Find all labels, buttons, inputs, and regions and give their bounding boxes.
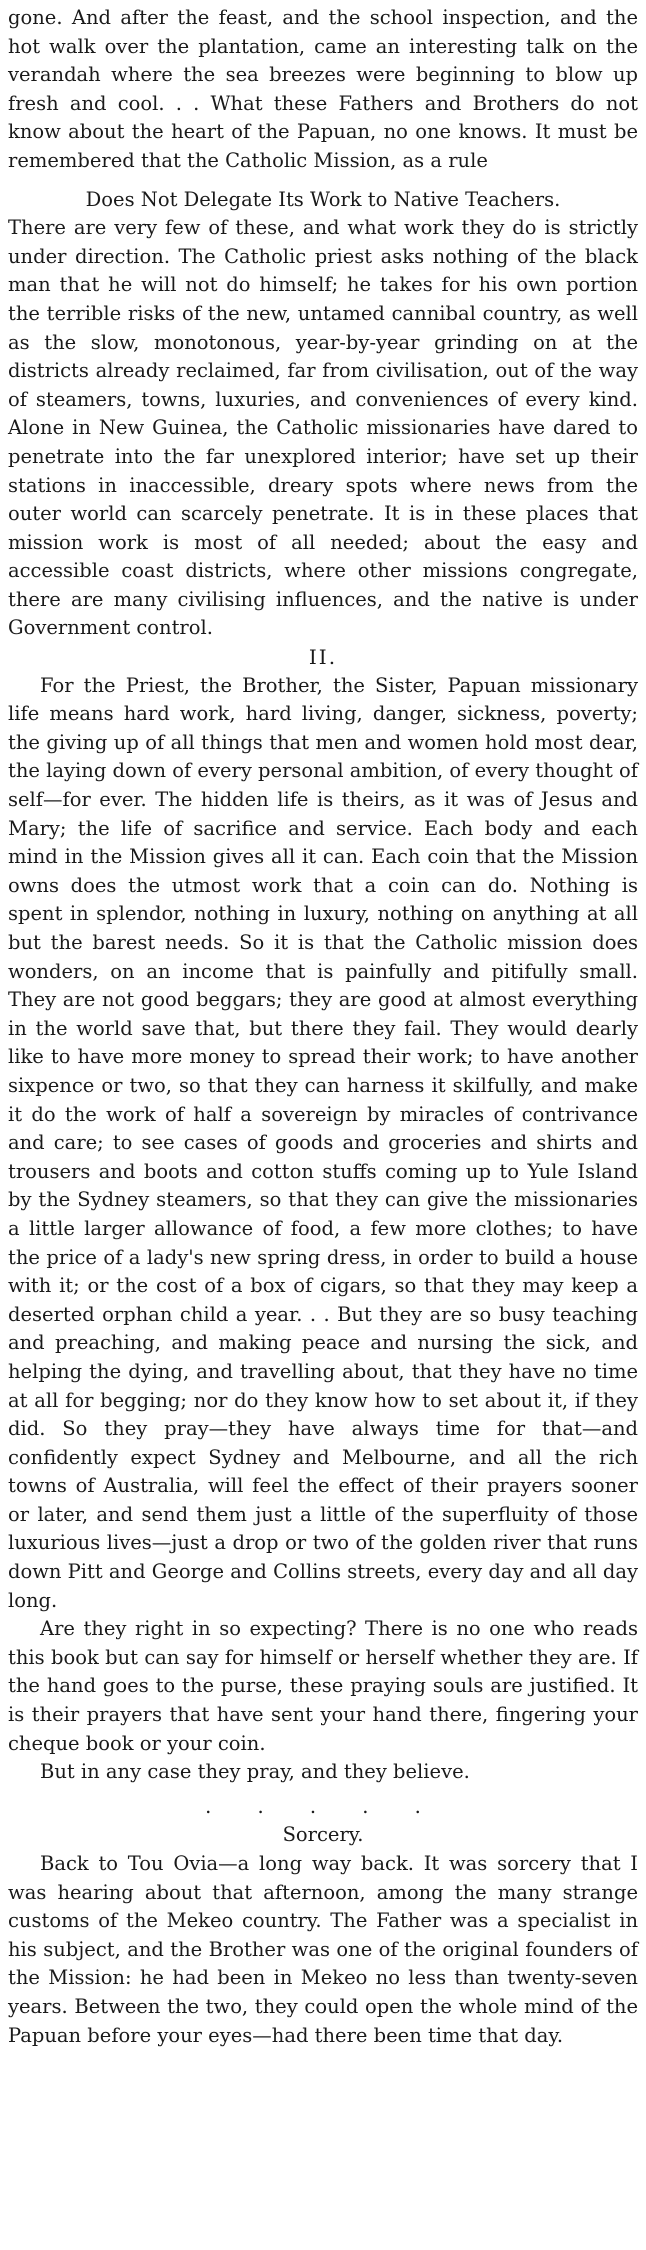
- subheading-native-teachers: Does Not Delegate Its Work to Native Teachers.: [85, 187, 561, 211]
- subheading-sorcery: Sorcery.: [282, 1823, 364, 1847]
- paragraph-opening: gone. And after the feast, and the school inspection, and the hot walk over the plantation, came an interesting talk on the verandah where the sea breezes were beginning to blow up fresh and cool. . . What these Fathers and Brothers do not know about the heart of the Papuan, no one knows. It must be remembered that the Catholic Mission, as a rule: [8, 6, 638, 172]
- paragraph-expecting: Are they right in so expecting? There is no one who reads this book but can say for himself or herself whether they are. If the hand goes to the purse, these praying souls are justified. It is their prayers that have sent your hand there, fingering your cheque book or your coin.: [8, 1617, 638, 1755]
- paragraph-missionary-life: For the Priest, the Brother, the Sister, Papuan missionary life means hard work, hard living, danger, sickness, poverty; the giving up of all things that men and women hold most dear, the laying down of every personal ambition, of every thought of self—for ever. The hidden life is theirs, as it was of Jesus and Mary; the life of sacrifice and service. Each body and each mind in the Mission gives all it can. Each coin that the Mission owns does the utmost work that a coin can do. Nothing is spent in splendor, nothing in luxury, nothing on anything at all but the barest needs. So it is that the Catholic mission does wonders, on an income that is painfully and pitifully small. They are not good beggars; they are good at almost everything in the world save that, but there they fail. They would dearly like to have more money to spread their work; to have another sixpence or two, so that they can harness it skilfully, and make it do the work of half a sovereign by miracles of contrivance and care; to see cases of goods and groceries and shirts and trousers and boots and cotton stuffs coming up to Yule Island by the Sydney steamers, so that they can give the missionaries a little larger allowance of food, a few more clothes; to have the price of a lady's new spring dress, in order to build a house with it; or the cost of a box of cigars, so that they may keep a deserted orphan child a year. . . But they are so busy teaching and preaching, and making peace and nursing the sick, and helping the dying, and travelling about, that they have no time at all for begging; nor do they know how to set about it, if they did. So they pray—they have always time for that—and confidently expect Sydney and Melbourne, and all the rich towns of Australia, will feel the effect of their prayers sooner or later, and send them just a little of the superfluity of those luxurious lives—just a drop or two of the golden river that runs down Pitt and George and Collins streets, every day and all day long.: [8, 673, 638, 1612]
- paragraph-they-pray: But in any case they pray, and they believe.: [40, 1760, 470, 1784]
- paragraph-tou-ovia: Back to Tou Ovia—a long way back. It was sorcery that I was hearing about that afternoon, among the many strange customs of the Mekeo country. The Father was a specialist in his subject, and the Brother was one of the original founders of the Mission: he had been in Mekeo no less than twenty-seven years. Between the two, they could open the whole mind of the Papuan before your eyes—had there been time that day.: [8, 1852, 638, 2047]
- section-numeral: II.: [308, 645, 338, 670]
- paragraph-catholic-priest: There are very few of these, and what work they do is strictly under direction. The Catholic priest asks nothing of the black man that he will not do himself; he takes for his own portion the terrible risks of the new, untamed cannibal country, as well as the slow, monotonous, year-by-year grinding on at the districts already reclaimed, far from civilisation, out of the way of steamers, towns, luxuries, and conveniences of every kind. Alone in New Guinea, the Catholic missionaries have dared to penetrate into the far unexplored interior; have set up their stations in inaccessible, dreary spots where news from the outer world can scarcely penetrate. It is in these places that mission work is most of all needed; about the easy and accessible coast districts, where other missions congregate, there are many civilising influences, and the native is under Government control.: [8, 216, 638, 640]
- section-break-dots: . . . . .: [205, 1794, 441, 1818]
